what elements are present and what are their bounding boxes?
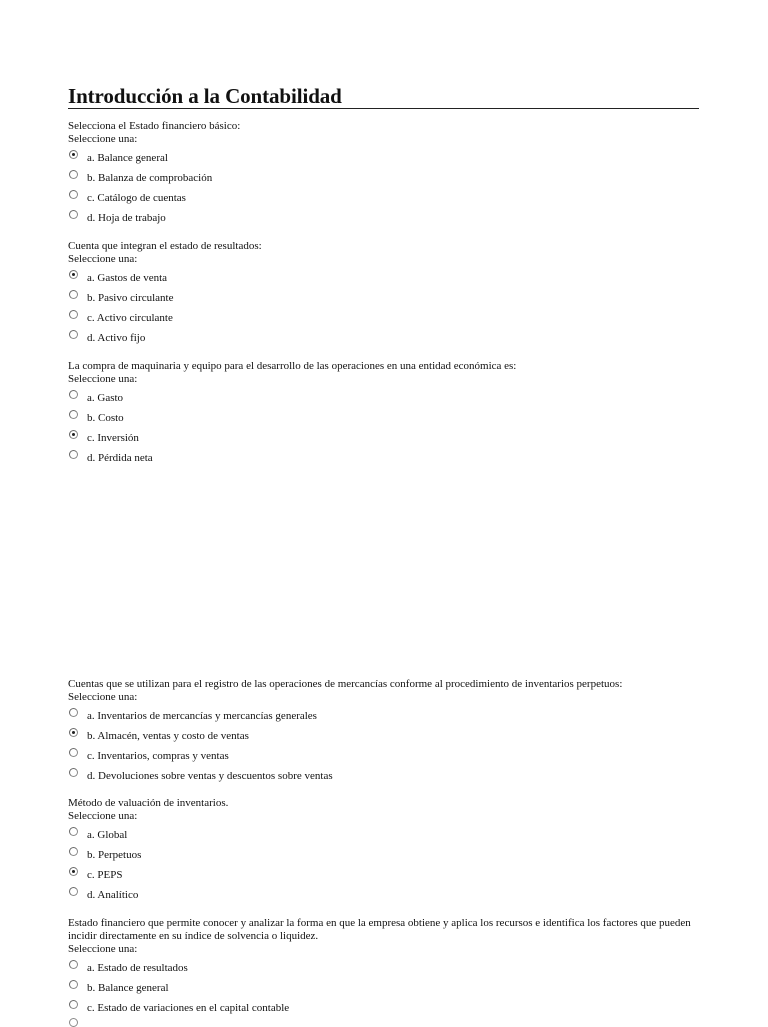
question-prompt: Seleccione una: [68,943,138,955]
question-text: Cuenta que integran el estado de resultados: [68,240,262,252]
option-label[interactable]: b. Costo [87,412,124,424]
option-c[interactable] [68,426,708,446]
question-6 [68,917,702,1016]
radio-button[interactable] [69,708,78,717]
option-label[interactable]: d. Pérdida neta [87,452,153,464]
option-b[interactable] [68,843,708,863]
radio-button[interactable] [69,960,78,969]
question-text: La compra de maquinaria y equipo para el desarrollo de las operaciones en una entidad económica es: [68,360,517,372]
question-4 [68,678,708,784]
question-5 [68,797,708,903]
option-a[interactable] [68,823,708,843]
option-c[interactable] [68,996,702,1016]
option-c[interactable] [68,744,708,764]
option-d[interactable] [68,326,708,346]
radio-button[interactable] [69,768,78,777]
option-label[interactable]: c. Catálogo de cuentas [87,192,186,204]
option-label[interactable]: c. PEPS [87,869,123,881]
radio-button[interactable] [69,430,78,439]
question-text: Estado financiero que permite conocer y analizar la forma en que la empresa obtiene y aplica los recursos e identifica los factores que pueden incidir directamente en su índice de solvencia o liquidez. [68,917,691,942]
radio-button[interactable] [69,410,78,419]
question-prompt: Seleccione una: [68,691,138,703]
option-label[interactable]: c. Inventarios, compras y ventas [87,750,229,762]
option-d[interactable] [68,883,708,903]
page-title: Introducción a la Contabilidad [68,84,699,109]
question-3 [68,360,708,466]
option-label[interactable]: a. Inventarios de mercancías y mercancías generales [87,710,317,722]
radio-button[interactable] [69,728,78,737]
radio-button[interactable] [69,190,78,199]
question-text: Cuentas que se utilizan para el registro de las operaciones de mercancías conforme al procedimiento de inventarios perpetuos: [68,678,623,690]
option-label[interactable]: c. Inversión [87,432,139,444]
question-1 [68,120,708,226]
question-text: Método de valuación de inventarios. [68,797,229,809]
radio-button[interactable] [69,847,78,856]
question-text: Selecciona el Estado financiero básico: [68,120,241,132]
option-b[interactable] [68,166,708,186]
option-label[interactable]: d. Devoluciones sobre ventas y descuentos sobre ventas [87,770,333,782]
option-b[interactable] [68,724,708,744]
radio-button[interactable] [69,887,78,896]
option-label[interactable]: b. Balanza de comprobación [87,172,213,184]
option-b[interactable] [68,976,702,996]
radio-button[interactable] [69,390,78,399]
radio-button[interactable] [69,210,78,219]
radio-button[interactable] [69,450,78,459]
question-prompt: Seleccione una: [68,373,138,385]
option-label[interactable]: b. Perpetuos [87,849,142,861]
option-label[interactable]: a. Estado de resultados [87,962,188,974]
option-label[interactable]: a. Global [87,829,128,841]
question-2 [68,240,708,346]
option-label[interactable]: d. Activo fijo [87,332,146,344]
option-d[interactable] [68,206,708,226]
option-label[interactable]: d. Hoja de trabajo [87,212,166,224]
radio-button[interactable] [69,827,78,836]
radio-button[interactable] [69,1000,78,1009]
question-prompt: Seleccione una: [68,133,138,145]
radio-button[interactable] [69,270,78,279]
option-label[interactable]: a. Balance general [87,152,168,164]
option-c[interactable] [68,863,708,883]
option-d[interactable] [68,446,708,466]
radio-button[interactable] [69,330,78,339]
option-a[interactable] [68,956,702,976]
radio-button[interactable] [69,150,78,159]
option-label[interactable]: c. Activo circulante [87,312,173,324]
radio-button[interactable] [69,980,78,989]
option-c[interactable] [68,186,708,206]
option-label[interactable]: d. Analítico [87,889,139,901]
option-a[interactable] [68,146,708,166]
option-b[interactable] [68,406,708,426]
radio-button[interactable] [69,170,78,179]
option-a[interactable] [68,704,708,724]
radio-button[interactable] [69,310,78,319]
option-label[interactable]: b. Almacén, ventas y costo de ventas [87,730,249,742]
radio-button[interactable] [69,290,78,299]
question-prompt: Seleccione una: [68,810,138,822]
question-prompt: Seleccione una: [68,253,138,265]
option-a[interactable] [68,386,708,406]
option-b[interactable] [68,286,708,306]
option-a[interactable] [68,266,708,286]
radio-button[interactable] [69,748,78,757]
option-label[interactable]: a. Gasto [87,392,124,404]
option-d[interactable] [68,764,708,784]
option-label[interactable]: b. Pasivo circulante [87,292,174,304]
option-c[interactable] [68,306,708,326]
option-label[interactable]: b. Balance general [87,982,169,994]
radio-button[interactable] [69,867,78,876]
radio-button-partial[interactable] [69,1018,78,1027]
option-label[interactable]: a. Gastos de venta [87,272,168,284]
option-label[interactable]: c. Estado de variaciones en el capital contable [87,1002,290,1014]
